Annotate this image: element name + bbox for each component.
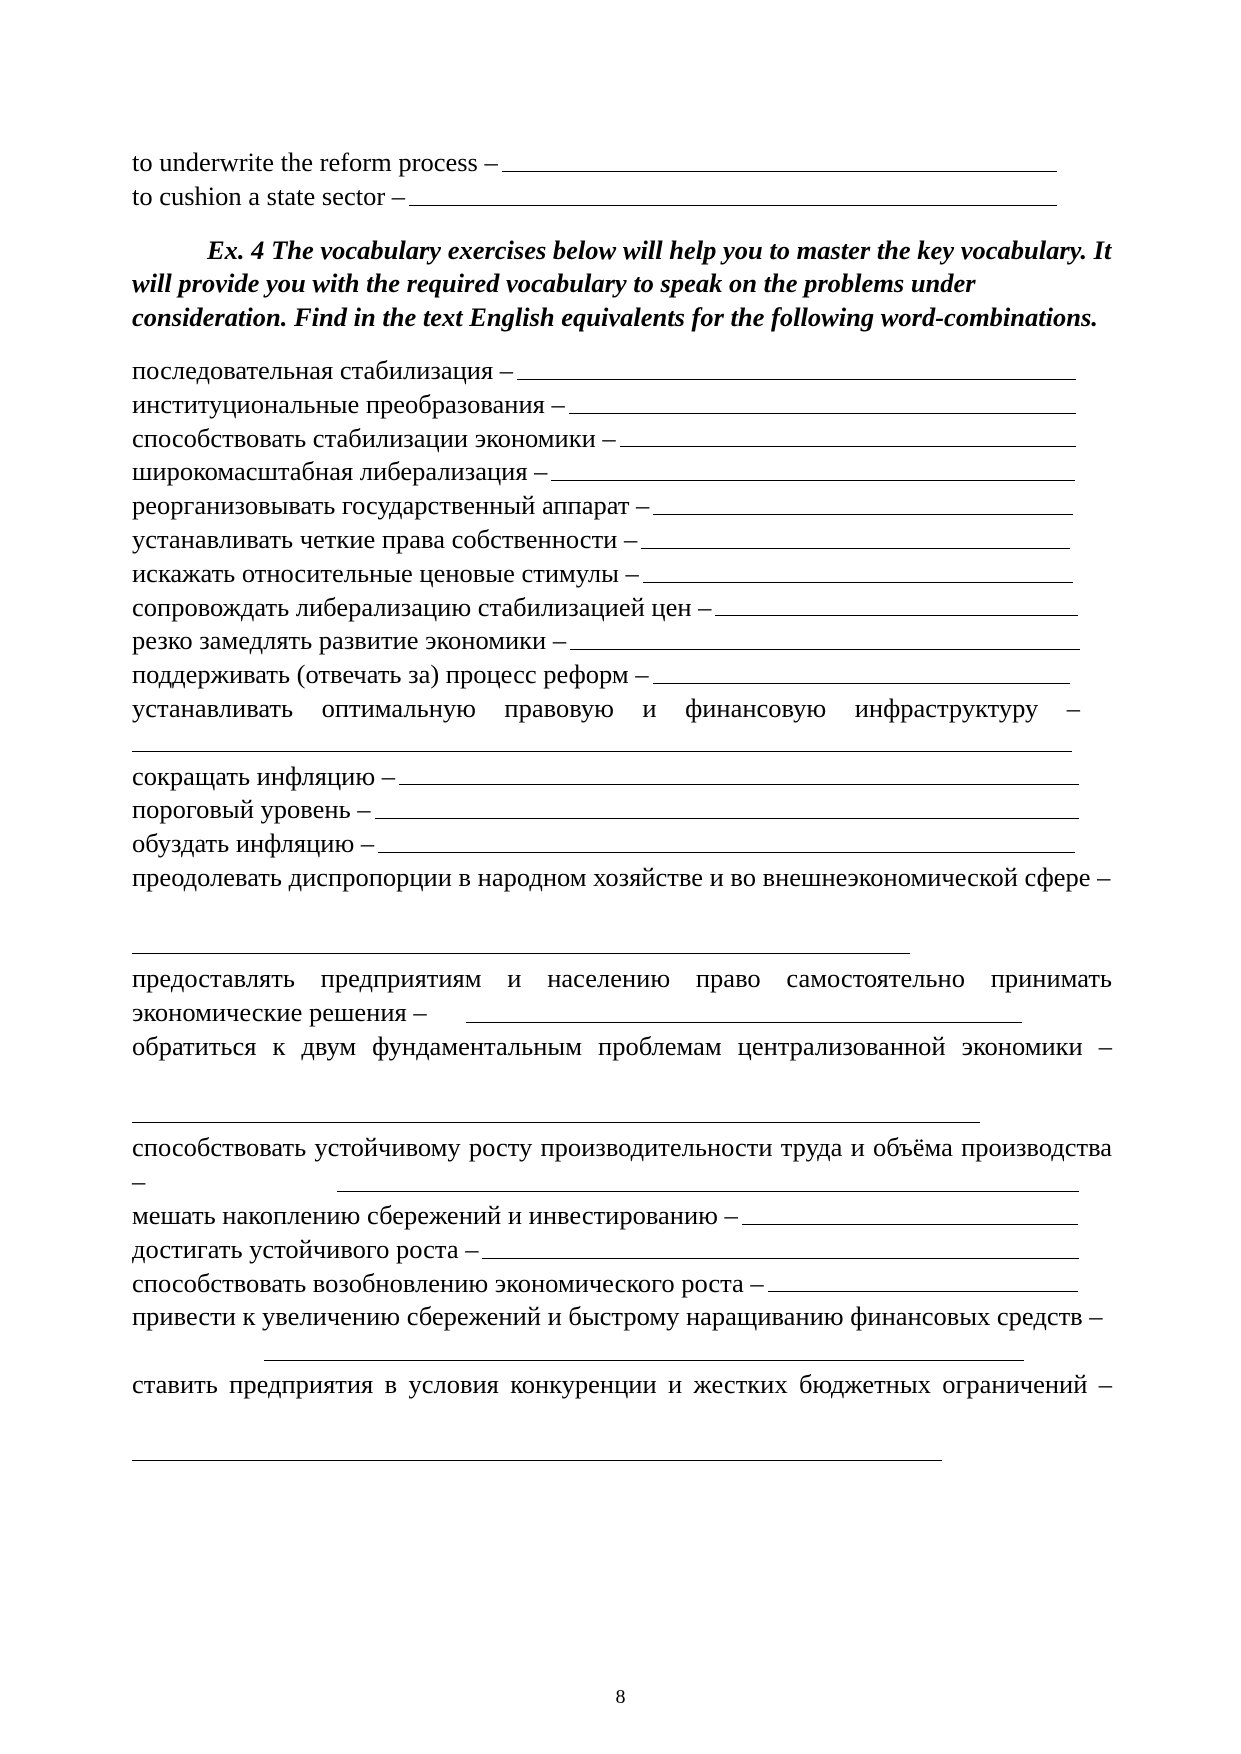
vocab-item — [132, 422, 1076, 456]
answer-blank[interactable] — [620, 422, 1076, 448]
vocab-text: привести к увеличению сбережений и быстрому наращиванию финансовых средств – — [132, 1301, 1103, 1332]
answer-blank[interactable] — [337, 1191, 1079, 1192]
vocab-text: широкомасштабная либерализация – — [132, 456, 548, 487]
vocab-item — [132, 793, 1079, 827]
vocab-item — [132, 591, 1078, 625]
vocab-item — [132, 1267, 1078, 1301]
vocab-item: устанавливать оптимальную правовую и финансовую инфраструктуру – — [132, 692, 1080, 723]
vocab-text: пороговый уровень – — [132, 794, 371, 825]
vocab-item — [132, 658, 1070, 692]
vocab-item — [132, 523, 1070, 557]
answer-blank-line[interactable] — [132, 726, 1112, 760]
answer-blank-line[interactable] — [132, 1435, 1112, 1469]
answer-blank[interactable] — [551, 455, 1075, 481]
page-number: 8 — [615, 1686, 626, 1708]
vocab-text: резко замедлять развитие экономики – — [132, 625, 567, 656]
vocab-text: способствовать устойчивому росту производительности труда и объёма производства – — [132, 1132, 1112, 1197]
exercise-instruction — [132, 234, 1112, 335]
vocab-text: поддерживать (отвечать за) процесс реформ – — [132, 659, 649, 690]
vocab-item — [132, 827, 1075, 861]
vocab-item: ставить предприятия в условия конкуренции и жестких бюджетных ограничений – — [132, 1368, 1112, 1399]
vocab-item — [132, 146, 1057, 180]
answer-blank-line[interactable] — [132, 929, 1112, 963]
answer-blank[interactable] — [375, 793, 1079, 819]
answer-blank[interactable] — [517, 354, 1076, 380]
vocab-item: обратиться к двум фундаментальным проблемам централизованной экономики – — [132, 1030, 1112, 1061]
vocab-item — [132, 1233, 1079, 1267]
vocab-text: искажать относительные ценовые стимулы – — [132, 557, 639, 588]
answer-blank[interactable] — [264, 1360, 1024, 1361]
vocab-text: сокращать инфляцию – — [132, 760, 395, 791]
answer-blank[interactable] — [569, 388, 1076, 414]
vocab-item — [132, 489, 1073, 523]
answer-blank[interactable] — [641, 523, 1070, 549]
vocab-text: мешать накоплению сбережений и инвестированию – — [132, 1199, 738, 1230]
vocab-item — [132, 455, 1075, 489]
vocab-item — [132, 388, 1076, 422]
vocab-text: устанавливать четкие права собственности – — [132, 523, 638, 554]
vocab-item — [132, 760, 1079, 794]
vocab-text: последовательная стабилизация – — [132, 354, 514, 385]
exercise-text: The vocabulary exercises below will help you to master the key vocabulary. It will provide you with the required vocabulary to speak on the problems under consideration. Find in the text English equivalents for the following word-combinations. — [132, 234, 1112, 333]
vocab-item — [132, 1199, 1078, 1233]
vocab-item — [132, 962, 1112, 1030]
answer-blank[interactable] — [466, 1022, 1022, 1023]
answer-blank[interactable] — [409, 180, 1057, 206]
vocab-text: to cushion a state sector – — [132, 180, 406, 211]
vocab-text: сопровождать либерализацию стабилизацией цен – — [132, 591, 712, 622]
answer-blank[interactable] — [768, 1267, 1078, 1293]
vocab-item — [132, 1300, 1112, 1368]
answer-blank[interactable] — [502, 146, 1057, 172]
vocab-item — [132, 180, 1057, 214]
answer-blank[interactable] — [378, 827, 1075, 853]
document-page — [132, 146, 1112, 1469]
answer-blank[interactable] — [399, 760, 1079, 786]
answer-blank[interactable] — [653, 489, 1073, 515]
vocab-text: достигать устойчивого роста – — [132, 1233, 479, 1264]
answer-blank-line[interactable] — [132, 1098, 1112, 1132]
answer-blank[interactable] — [742, 1199, 1078, 1225]
vocab-text: способствовать возобновлению экономического роста – — [132, 1267, 764, 1298]
vocab-text: обуздать инфляцию – — [132, 828, 375, 859]
vocab-item — [132, 354, 1076, 388]
vocab-text: реорганизовывать государственный аппарат – — [132, 490, 650, 521]
vocab-text: to underwrite the reform process – — [132, 147, 498, 177]
vocab-text: институциональные преобразования – — [132, 388, 565, 419]
vocab-item — [132, 1131, 1112, 1199]
answer-blank[interactable] — [570, 624, 1080, 650]
vocab-text: способствовать стабилизации экономики – — [132, 422, 616, 453]
vocab-text: предоставлять предприятиям и населению право самостоятельно принимать экономические решения – — [132, 963, 1112, 1028]
answer-blank[interactable] — [715, 591, 1078, 617]
answer-blank[interactable] — [482, 1233, 1079, 1259]
answer-blank[interactable] — [653, 658, 1071, 684]
vocab-item — [132, 624, 1080, 658]
vocab-item — [132, 557, 1073, 591]
answer-blank[interactable] — [643, 557, 1073, 583]
vocab-item: преодолевать диспропорции в народном хозяйстве и во внешнеэкономической сфере – — [132, 861, 1111, 892]
exercise-number: Ex. 4 — [207, 234, 265, 265]
